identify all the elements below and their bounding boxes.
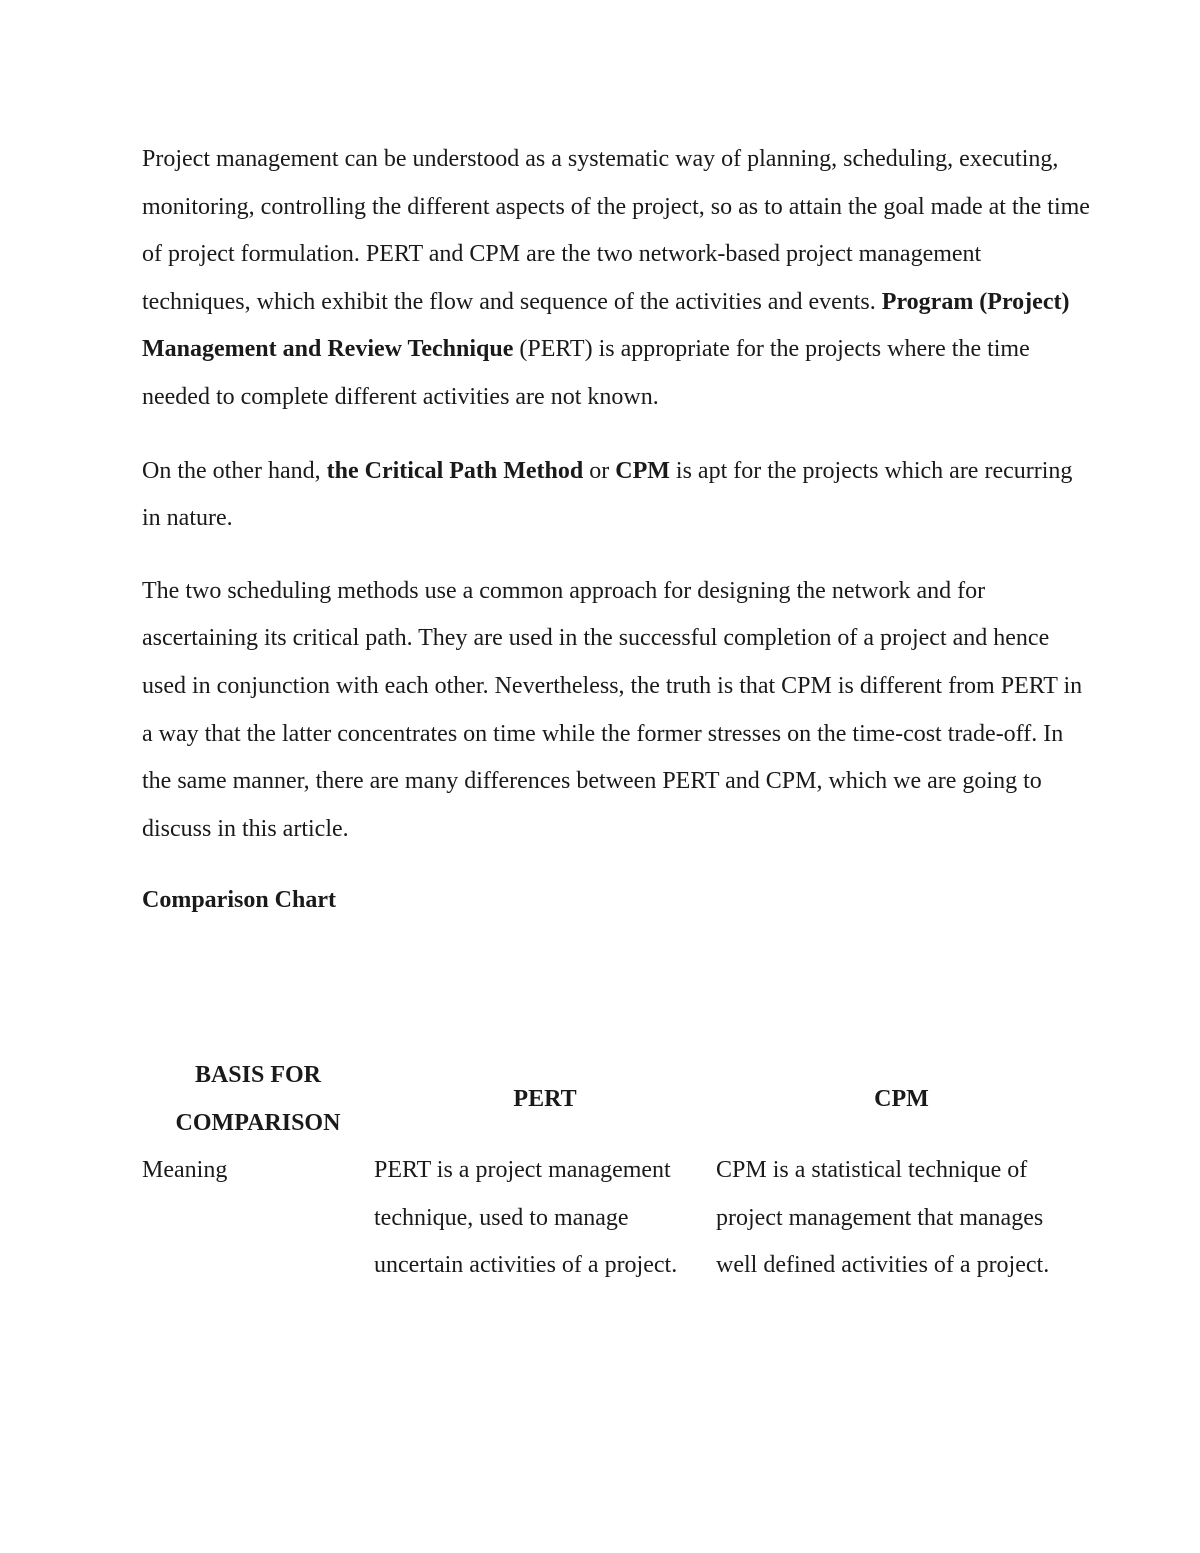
row-pert-cell: PERT is a project management technique, used to manage uncertain activities of a project.	[374, 1157, 678, 1279]
cpm-text-3: is apt for the projects which are recurring in nature.	[142, 457, 1073, 532]
header-pert: PERT	[513, 1085, 577, 1112]
table-header-row	[142, 1052, 1087, 1147]
cpm-bold-term: the Critical Path Method	[326, 457, 584, 484]
header-basis	[142, 1052, 374, 1147]
header-basis-line1: BASIS FOR	[194, 1062, 322, 1088]
methods-paragraph: The two scheduling methods use a common approach for designing the network and for ascertaining its critical path. They are used in the successful completion of a project and hence used in conjunction with each other. Nevertheless, the truth is that CPM is different from PERT in a way that the latter concentrates on time while the former stresses on the time-cost trade-off. In the same manner, there are many differences between PERT and CPM, which we are going to discuss in this article.	[142, 577, 1083, 842]
intro-paragraph	[142, 136, 1092, 422]
comparison-chart-heading: Comparison Chart	[142, 887, 337, 914]
intro-bold-term: Program (Project) Management and Review Technique	[142, 288, 1070, 363]
row-cpm-cell: CPM is a statistical technique of project management that manages well defined activities of a project.	[716, 1157, 1050, 1279]
header-cpm: CPM	[874, 1085, 929, 1112]
header-basis-line2: COMPARISON	[175, 1109, 341, 1136]
cpm-paragraph	[142, 448, 1092, 543]
document-body	[142, 136, 1092, 925]
intro-text-1: Project management can be understood as a systematic way of planning, scheduling, executing, monitoring, controlling the different aspects of the project, so as to attain the goal made at the time of project formulation. PERT and CPM are the two network-based project management techniques, which exhibit the flow and sequence of the activities and events.	[142, 146, 1090, 315]
cpm-bold-acronym: CPM	[615, 457, 670, 484]
row-basis-cell: Meaning	[142, 1157, 228, 1184]
intro-text-2: (PERT) is appropriate for the projects where the time needed to complete different activities are not known.	[142, 336, 1030, 410]
comparison-table	[142, 1052, 1087, 1290]
cpm-text-2: or	[583, 457, 616, 484]
table-row	[142, 1147, 1087, 1290]
cpm-text-1: On the other hand,	[142, 457, 327, 484]
